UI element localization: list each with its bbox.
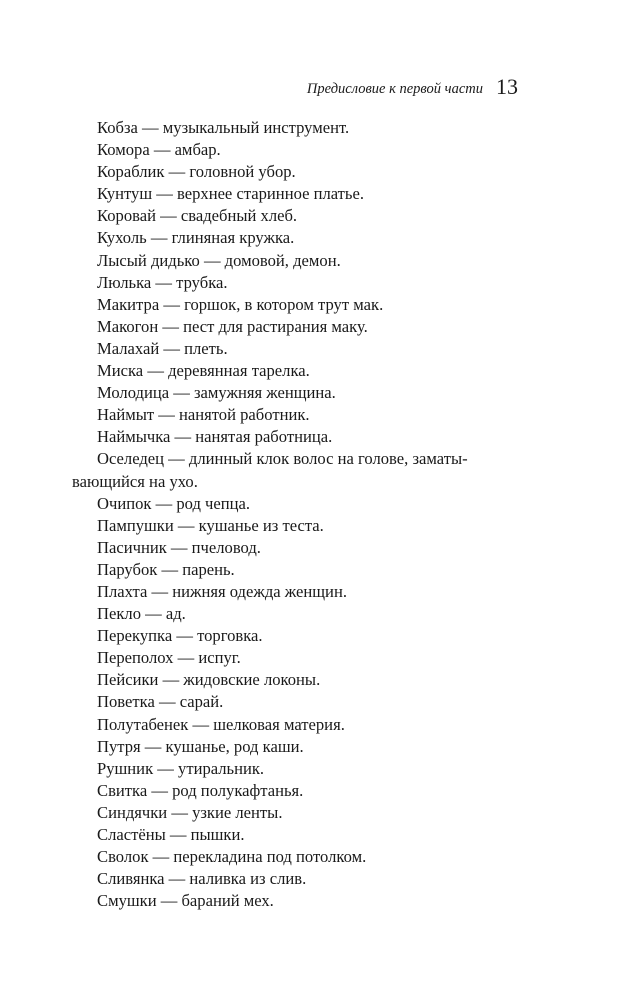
glossary-entry: Рушник — утиральник. (97, 758, 265, 778)
glossary-list (72, 117, 528, 912)
glossary-entry: Кухоль — глиняная кружка. (97, 228, 295, 248)
glossary-entry: Сволок — перекладина под потолком. (97, 847, 367, 867)
glossary-entry: Синдячки — узкие ленты. (97, 802, 283, 822)
glossary-entry: Свитка — род полукафтанья. (97, 780, 304, 800)
glossary-entry-wrapped (72, 448, 528, 492)
glossary-entry: Поветка — сарай. (97, 692, 224, 712)
glossary-entry: Пекло — ад. (97, 604, 186, 624)
glossary-entry-continuation: вающийся на ухо. (72, 471, 198, 491)
glossary-entry: Очипок — род чепца. (97, 493, 251, 513)
glossary-entry: Малахай — плеть. (97, 338, 228, 358)
glossary-entry: Макитра — горшок, в котором трут мак. (97, 294, 384, 314)
glossary-entry: Коровай — свадебный хлеб. (97, 206, 298, 226)
glossary-entry: Наймычка — нанятая работница. (97, 427, 333, 447)
glossary-entry: Кобза — музыкальный инструмент. (97, 118, 350, 137)
glossary-entry: Сластёны — пышки. (97, 825, 245, 844)
glossary-entry: Лысый дидько — домовой, демон. (97, 250, 341, 270)
glossary-entry: Переполох — испуг. (97, 648, 241, 668)
glossary-entry: Комора — амбар. (97, 140, 221, 160)
page-number: 13 (496, 74, 518, 99)
glossary-entry: Плахта — нижняя одежда женщин. (97, 581, 347, 601)
running-title: Предисловие к первой части (306, 81, 483, 97)
glossary-entry: Люлька — трубка. (97, 272, 228, 292)
glossary-entry: Перекупка — торговка. (97, 626, 263, 646)
glossary-entry: Наймыт — нанятой работник. (97, 405, 310, 425)
glossary-entry: Путря — кушанье, род каши. (97, 736, 304, 756)
glossary-entry: Макогон — пест для растирания маку. (97, 316, 368, 336)
glossary-entry: Смушки — бараний мех. (97, 891, 274, 911)
glossary-entry: Кунтуш — верхнее старинное платье. (97, 184, 365, 204)
glossary-entry-line: Оселедец — длинный клок волос на голове, заматы- (97, 449, 468, 469)
glossary-entry: Полутабенек — шелковая материя. (97, 714, 345, 734)
glossary-entry: Пейсики — жидовские локоны. (97, 670, 321, 690)
glossary-entry: Пасичник — пчеловод. (97, 537, 261, 557)
glossary-entry: Парубок — парень. (97, 559, 235, 579)
glossary-entry: Молодица — замужняя женщина. (97, 383, 336, 403)
glossary-entry: Кораблик — головной убор. (97, 162, 296, 182)
glossary-entry: Миска — деревянная тарелка. (97, 361, 310, 381)
glossary-entry: Сливянка — наливка из слив. (97, 869, 307, 889)
running-header (0, 70, 619, 104)
glossary-entry: Пампушки — кушанье из теста. (97, 515, 324, 535)
